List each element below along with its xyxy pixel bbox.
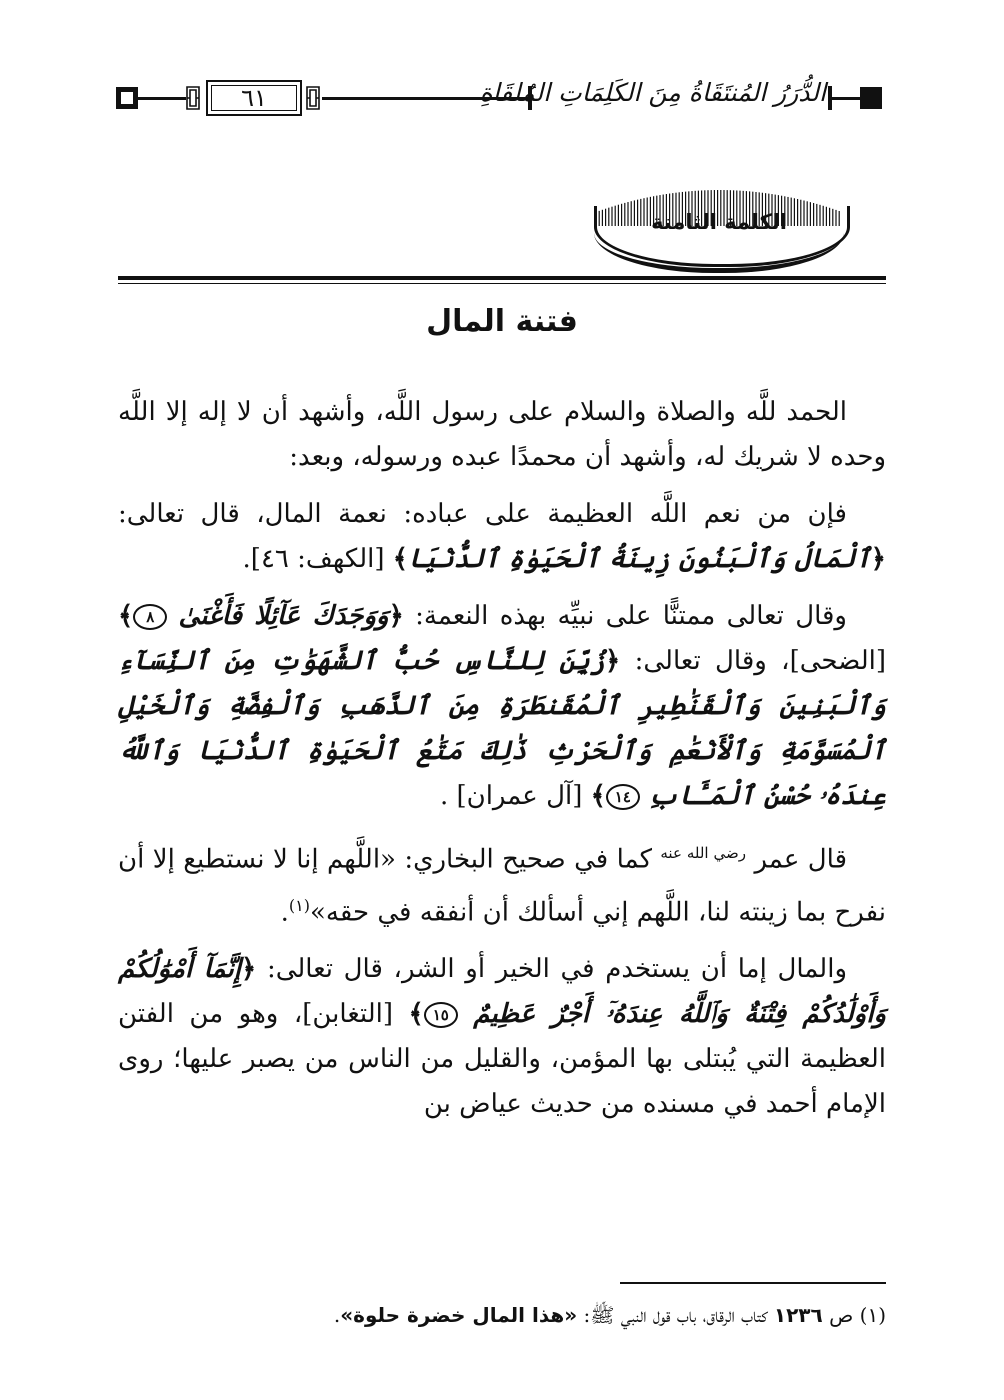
ayah-number-marker: ١٥: [424, 1002, 458, 1028]
header-rule-segment: [322, 97, 414, 100]
quran-verse: إِنَّمَآ أَمْوَٰلُكُمْ وَأَوْلَٰدُكُمْ فِتْنَةٌ وَٱللَّهُ عِندَهُۥٓ أَجْرٌ عَظِيمٌ: [118, 954, 887, 1030]
footnote-marker: (١): [859, 1303, 886, 1327]
paragraph-text: والمال إما أن يستخدم في الخير أو الشر، قال تعالى:: [266, 954, 847, 985]
footnote-separator: [620, 1282, 886, 1284]
quran-brace-open: ﴿: [388, 601, 404, 631]
quran-brace-open: ﴿: [241, 954, 257, 985]
body-text: [118, 390, 886, 1139]
paragraph-text: قال عمر: [754, 844, 847, 875]
paragraph-text: الحمد للَّه والصلاة والسلام على رسول اللَّه، وأشهد أن لا إله إلا اللَّه وحده لا شريك له، وأشهد أن محمدًا عبده ورسوله، وبعد:: [118, 397, 886, 472]
paragraph-2: [118, 492, 886, 582]
header-rule-segment: [828, 97, 860, 100]
footnote-reference[interactable]: (١): [288, 895, 310, 915]
footnote-end: .: [333, 1303, 341, 1327]
quran-brace-close: ﴾: [118, 601, 134, 631]
heading-rule-thin: [118, 283, 886, 284]
paragraph-1: [118, 390, 886, 480]
ayah-number-marker: ٨: [133, 604, 167, 630]
footnote: [118, 1298, 886, 1332]
quran-brace-open: ﴿: [605, 646, 621, 676]
sentence-end: .: [280, 897, 289, 928]
paragraph-3: [118, 594, 886, 819]
verse-reference: [التغابن]،: [293, 999, 394, 1030]
heading-rule-thick: [118, 276, 886, 280]
book-title: الدُّرَرُ المُنتَقَاةُ مِنَ الكَلِمَاتِ المُلقَاةِ: [479, 78, 826, 107]
quran-brace-close: ﴾: [392, 544, 408, 574]
quran-brace-close: ﴾: [590, 781, 606, 811]
paragraph-text: وقال تعالى ممتنًّا على نبيِّه بهذه النعمة:: [415, 601, 847, 631]
paragraph-5: [118, 947, 886, 1127]
quran-verse: ٱلْمَالُ وَٱلْبَنُونَ زِينَةُ ٱلْحَيَوٰةِ ٱلدُّنْيَا: [407, 544, 871, 574]
footnote-page-number: ١٢٣٦: [773, 1303, 823, 1327]
section-label: الكلمة الثامنة: [651, 210, 787, 234]
verse-reference: [آل عمران] .: [439, 781, 583, 811]
section-badge: [592, 186, 846, 276]
quran-brace-open: ﴿: [870, 544, 886, 574]
header-knot-ornament-icon: [306, 85, 320, 111]
page-number: ٦١: [241, 84, 267, 112]
quran-verse: زُيِّنَ لِلنَّاسِ حُبُّ ٱلشَّهَوَٰتِ مِنَ ٱلنِّسَآءِ وَٱلْبَنِينَ وَٱلْقَنَٰطِيرِ ٱلْمُقَنطَرَةِ مِنَ ٱلذَّهَبِ وَٱلْفِضَّةِ وَٱلْخَيْلِ ٱلْمُسَوَّمَةِ وَٱلْأَنْعَٰمِ وَٱلْحَرْثِ ذَٰلِكَ مَتَٰعُ ٱلْحَيَوٰةِ ٱلدُّنْيَا وَٱللَّهُ عِندَهُۥ حُسْنُ ٱلْمَـَٔابِ: [118, 646, 886, 811]
header-rule-segment: [138, 97, 186, 100]
quran-verse: وَوَجَدَكَ عَآئِلًا فَأَغْنَىٰ: [178, 601, 389, 631]
header-knot-ornament-icon: [186, 85, 200, 111]
header-square-ornament-right: [860, 87, 882, 109]
paragraph-4: [118, 831, 886, 935]
paragraph-text: فإن من نعم اللَّه العظيمة على عباده: نعمة المال، قال تعالى:: [118, 499, 847, 529]
verse-reference: [الكهف: ٤٦].: [242, 544, 385, 574]
footnote-text: ص: [829, 1303, 854, 1327]
paragraph-text: كما في صحيح البخاري: «اللَّهم إنا لا نستطيع إلا أن نفرح بما زينته لنا، اللَّهم إني أسألك أن أنفقه في حقه»: [118, 844, 886, 928]
verse-reference: [الضحى]، وقال تعالى:: [634, 646, 887, 676]
page-number-box: [206, 80, 302, 116]
ayah-number-marker: ١٤: [606, 784, 640, 810]
chapter-title: فتنة المال: [426, 304, 578, 339]
header-square-ornament-left: [116, 87, 138, 109]
footnote-text: كتاب الرقاق، باب قول النبي ﷺ:: [583, 1303, 768, 1327]
quran-brace-close: ﴾: [408, 999, 424, 1030]
paragraph-text: وهو من الفتن العظيمة التي يُبتلى بها المؤمن، والقليل من الناس من يصبر عليها؛ روى الإمام أحمد في مسنده من حديث عياض بن: [118, 999, 886, 1120]
footnote-quote: «هذا المال خضرة حلوة»: [340, 1303, 578, 1327]
running-header: [112, 78, 888, 124]
honorific-glyph: رضي الله عنه: [660, 844, 746, 862]
